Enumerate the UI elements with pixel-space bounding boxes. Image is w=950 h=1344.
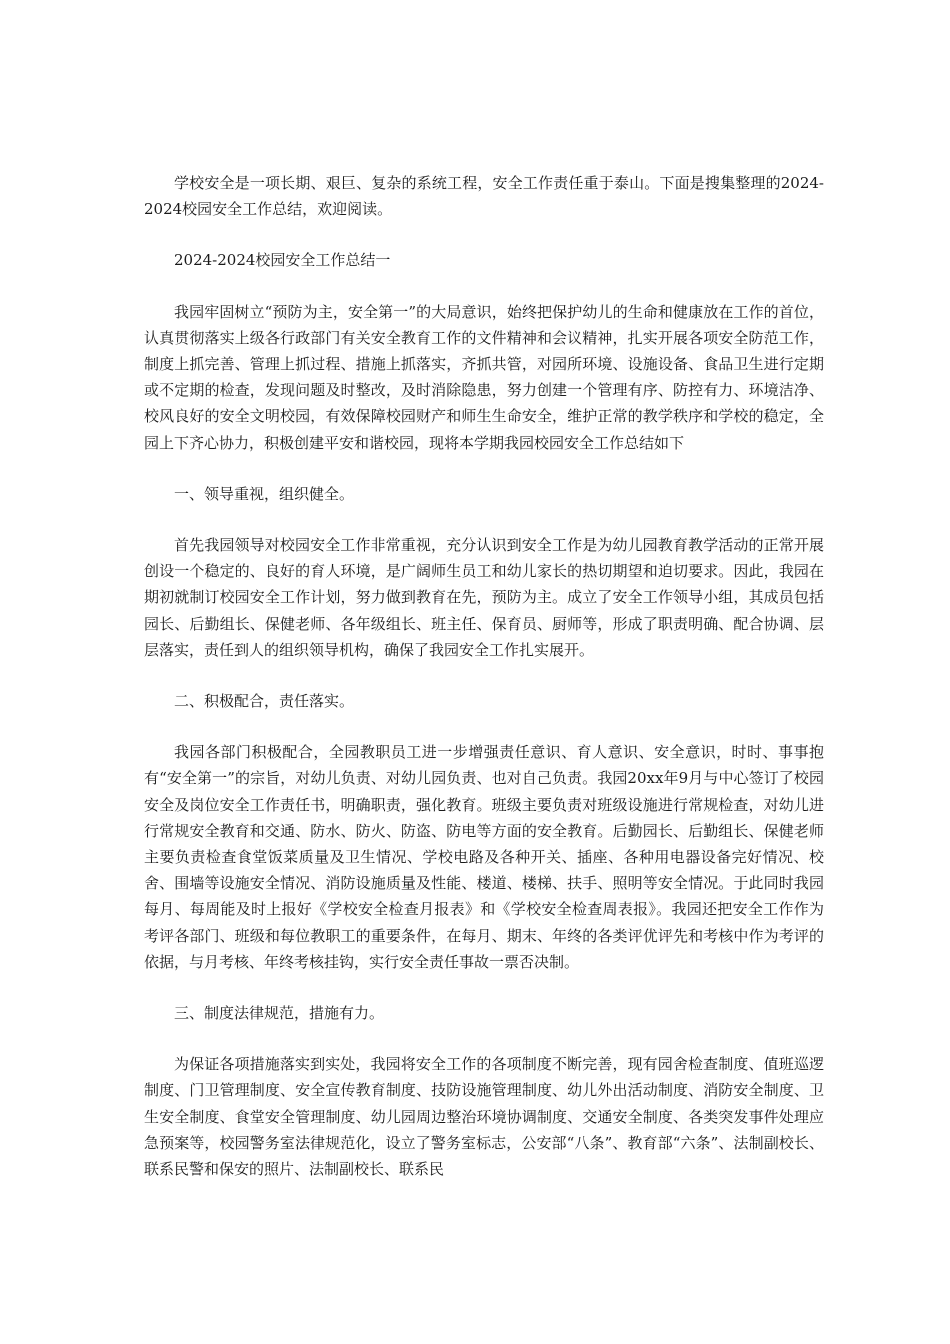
paragraph-regulations: 为保证各项措施落实到实处，我园将安全工作的各项制度不断完善，现有园舍检查制度、值班巡逻制度、门卫管理制度、安全宣传教育制度、技防设施管理制度、幼儿外出活动制度、消防安全制度、卫生安全制度、食堂安全管理制度、幼儿园周边整治环境协调制度、交通安全制度、各类突发事件处理应急预案等，校园警务室法律规范化，设立了警务室标志，公安部“八条”、教育部“六条”、法制副校长、联系民警和保安的照片、法制副校长、联系民 bbox=[144, 1055, 824, 1179]
document-page bbox=[144, 170, 824, 1207]
paragraph-leadership: 首先我园领导对校园安全工作非常重视，充分认识到安全工作是为幼儿园教育教学活动的正常开展创设一个稳定的、良好的育人环境，是广阔师生员工和幼儿家长的热切期望和迫切要求。因此，我园在期初就制订校园安全工作计划，努力做到教育在先，预防为主。成立了安全工作领导小组，其成员包括园长、后勤组长、保健老师、各年级组长、班主任、保育员、厨师等，形成了职责明确、配合协调、层层落实，责任到人的组织领导机构，确保了我园安全工作扎实展开。 bbox=[144, 536, 824, 659]
section-heading-1: 一、领导重视，组织健全。 bbox=[174, 484, 355, 503]
intro-paragraph: 学校安全是一项长期、艰巨、复杂的系统工程，安全工作责任重于泰山。下面是搜集整理的2024-2024校园安全工作总结，欢迎阅读。 bbox=[144, 174, 824, 219]
section-heading-2: 二、积极配合，责任落实。 bbox=[174, 692, 355, 711]
paragraph-responsibility: 我园各部门积极配合，全园教职员工进一步增强责任意识、育人意识、安全意识，时时、事事抱有“安全第一”的宗旨，对幼儿负责、对幼儿园负责、也对自己负责。我园20xx年9月与中心签订了校园安全及岗位安全工作责任书，明确职责，强化教育。班级主要负责对班级设施进行常规检查，对幼儿进行常规安全教育和交通、防水、防火、防盗、防电等方面的安全教育。后勤园长、后勤组长、保健老师主要负责检查食堂饭菜质量及卫生情况、学校电路及各种开关、插座、各种用电器设备完好情况、校舍、围墙等设施安全情况、消防设施质量及性能、楼道、楼梯、扶手、照明等安全情况。于此同时我园每月、每周能及时上报好《学校安全检查月报表》和《学校安全检查周表报》。我园还把安全工作作为考评各部门、班级和每位教职工的重要条件，在每月、期末、年终的各类评优评先和考核中作为考评的依据，与月考核、年终考核挂钩，实行安全责任事故一票否决制。 bbox=[144, 743, 824, 971]
paragraph-overview: 我园牢固树立“预防为主，安全第一”的大局意识，始终把保护幼儿的生命和健康放在工作的首位，认真贯彻落实上级各行政部门有关安全教育工作的文件精神和会议精神，扎实开展各项安全防范工作，制度上抓完善、管理上抓过程、措施上抓落实，齐抓共管，对园所环境、设施设备、食品卫生进行定期或不定期的检查，发现问题及时整改，及时消除隐患，努力创建一个管理有序、防控有力、环境洁净、校风良好的安全文明校园，有效保障校园财产和师生生命安全，维护正常的教学秩序和学校的稳定，全园上下齐心协力，积极创建平安和谐校园，现将本学期我园校园安全工作总结如下 bbox=[144, 302, 824, 452]
section-heading-3: 三、制度法律规范，措施有力。 bbox=[174, 1004, 385, 1023]
document-title: 2024-2024校园安全工作总结一 bbox=[174, 251, 391, 270]
